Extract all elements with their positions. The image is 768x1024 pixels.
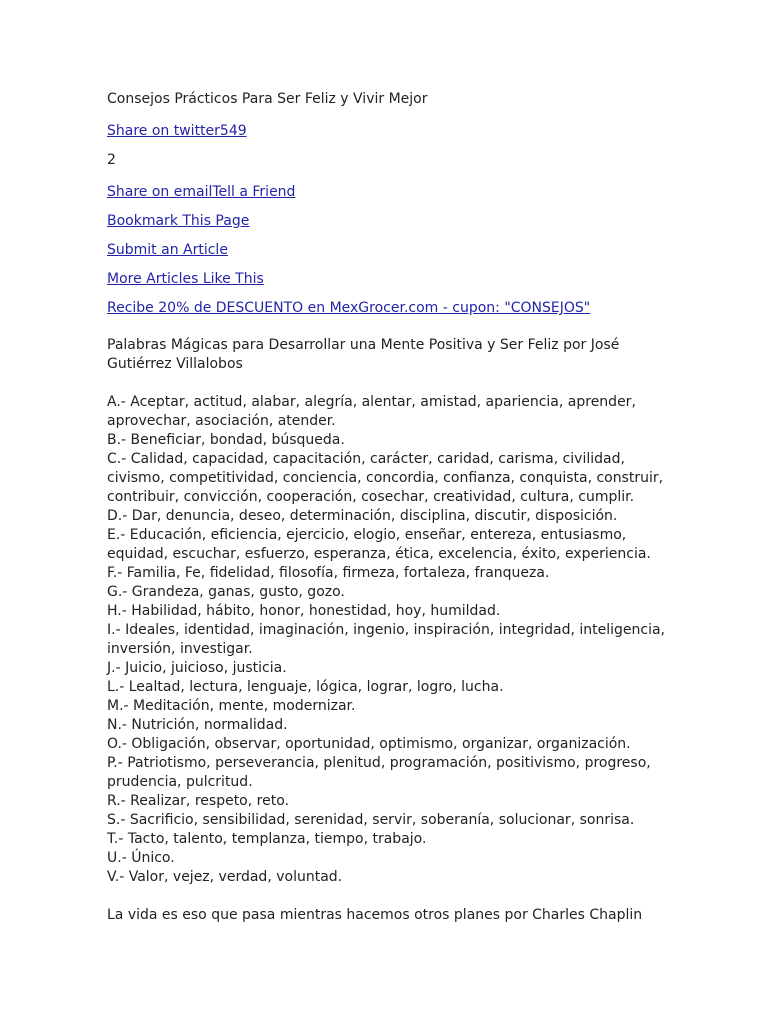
promo-link[interactable]: Recibe 20% de DESCUENTO en MexGrocer.com - cupon: "CONSEJOS" [107,300,591,316]
list-line: J.- Juicio, juicioso, justicia. [107,660,287,676]
list-line: N.- Nutrición, normalidad. [107,717,288,733]
list-line: D.- Dar, denuncia, deseo, determinación, disciplina, discutir, disposición. [107,508,618,524]
submit-article-link[interactable]: Submit an Article [107,242,228,258]
list-line: equidad, escuchar, esfuerzo, esperanza, ética, excelencia, éxito, experiencia. [107,546,651,562]
subtitle-line: Palabras Mágicas para Desarrollar una Mente Positiva y Ser Feliz por José [107,337,620,353]
list-line: B.- Beneficiar, bondad, búsqueda. [107,432,345,448]
share-count: 2 [107,152,116,168]
list-line: inversión, investigar. [107,641,253,657]
subtitle [107,336,667,374]
page-title: Consejos Prácticos Para Ser Feliz y Vivir Mejor [107,91,428,107]
list-line: E.- Educación, eficiencia, ejercicio, elogio, enseñar, entereza, entusiasmo, [107,527,627,543]
bookmark-link[interactable]: Bookmark This Page [107,213,250,229]
list-line: aprovechar, asociación, atender. [107,413,336,429]
list-line: G.- Grandeza, ganas, gusto, gozo. [107,584,345,600]
list-line: prudencia, pulcritud. [107,774,253,790]
list-line: R.- Realizar, respeto, reto. [107,793,289,809]
list-line: O.- Obligación, observar, oportunidad, optimismo, organizar, organización. [107,736,631,752]
article-content [107,90,667,925]
share-email-link[interactable]: Share on emailTell a Friend [107,184,296,200]
list-line: C.- Calidad, capacidad, capacitación, carácter, caridad, carisma, civilidad, [107,451,625,467]
list-line: civismo, competitividad, conciencia, concordia, confianza, conquista, construir, [107,470,664,486]
list-line: A.- Aceptar, actitud, alabar, alegría, alentar, amistad, apariencia, aprender, [107,394,636,410]
list-line: L.- Lealtad, lectura, lenguaje, lógica, lograr, logro, lucha. [107,679,504,695]
list-line: M.- Meditación, mente, modernizar. [107,698,356,714]
more-articles-link[interactable]: More Articles Like This [107,271,264,287]
list-line: P.- Patriotismo, perseverancia, plenitud, programación, positivismo, progreso, [107,755,651,771]
list-line: contribuir, convicción, cooperación, cosechar, creatividad, cultura, cumplir. [107,489,635,505]
list-line: I.- Ideales, identidad, imaginación, ingenio, inspiración, integridad, inteligencia, [107,622,666,638]
list-line: H.- Habilidad, hábito, honor, honestidad, hoy, humildad. [107,603,501,619]
subtitle-line: Gutiérrez Villalobos [107,356,243,372]
list-line: T.- Tacto, talento, templanza, tiempo, trabajo. [107,831,427,847]
quote: La vida es eso que pasa mientras hacemos otros planes por Charles Chaplin [107,907,643,923]
magic-words-list [107,393,667,887]
list-line: U.- Único. [107,850,175,866]
list-line: V.- Valor, vejez, verdad, voluntad. [107,869,343,885]
list-line: S.- Sacrificio, sensibilidad, serenidad, servir, soberanía, solucionar, sonrisa. [107,812,635,828]
list-line: F.- Familia, Fe, fidelidad, filosofía, firmeza, fortaleza, franqueza. [107,565,550,581]
share-twitter-link[interactable]: Share on twitter549 [107,123,247,139]
